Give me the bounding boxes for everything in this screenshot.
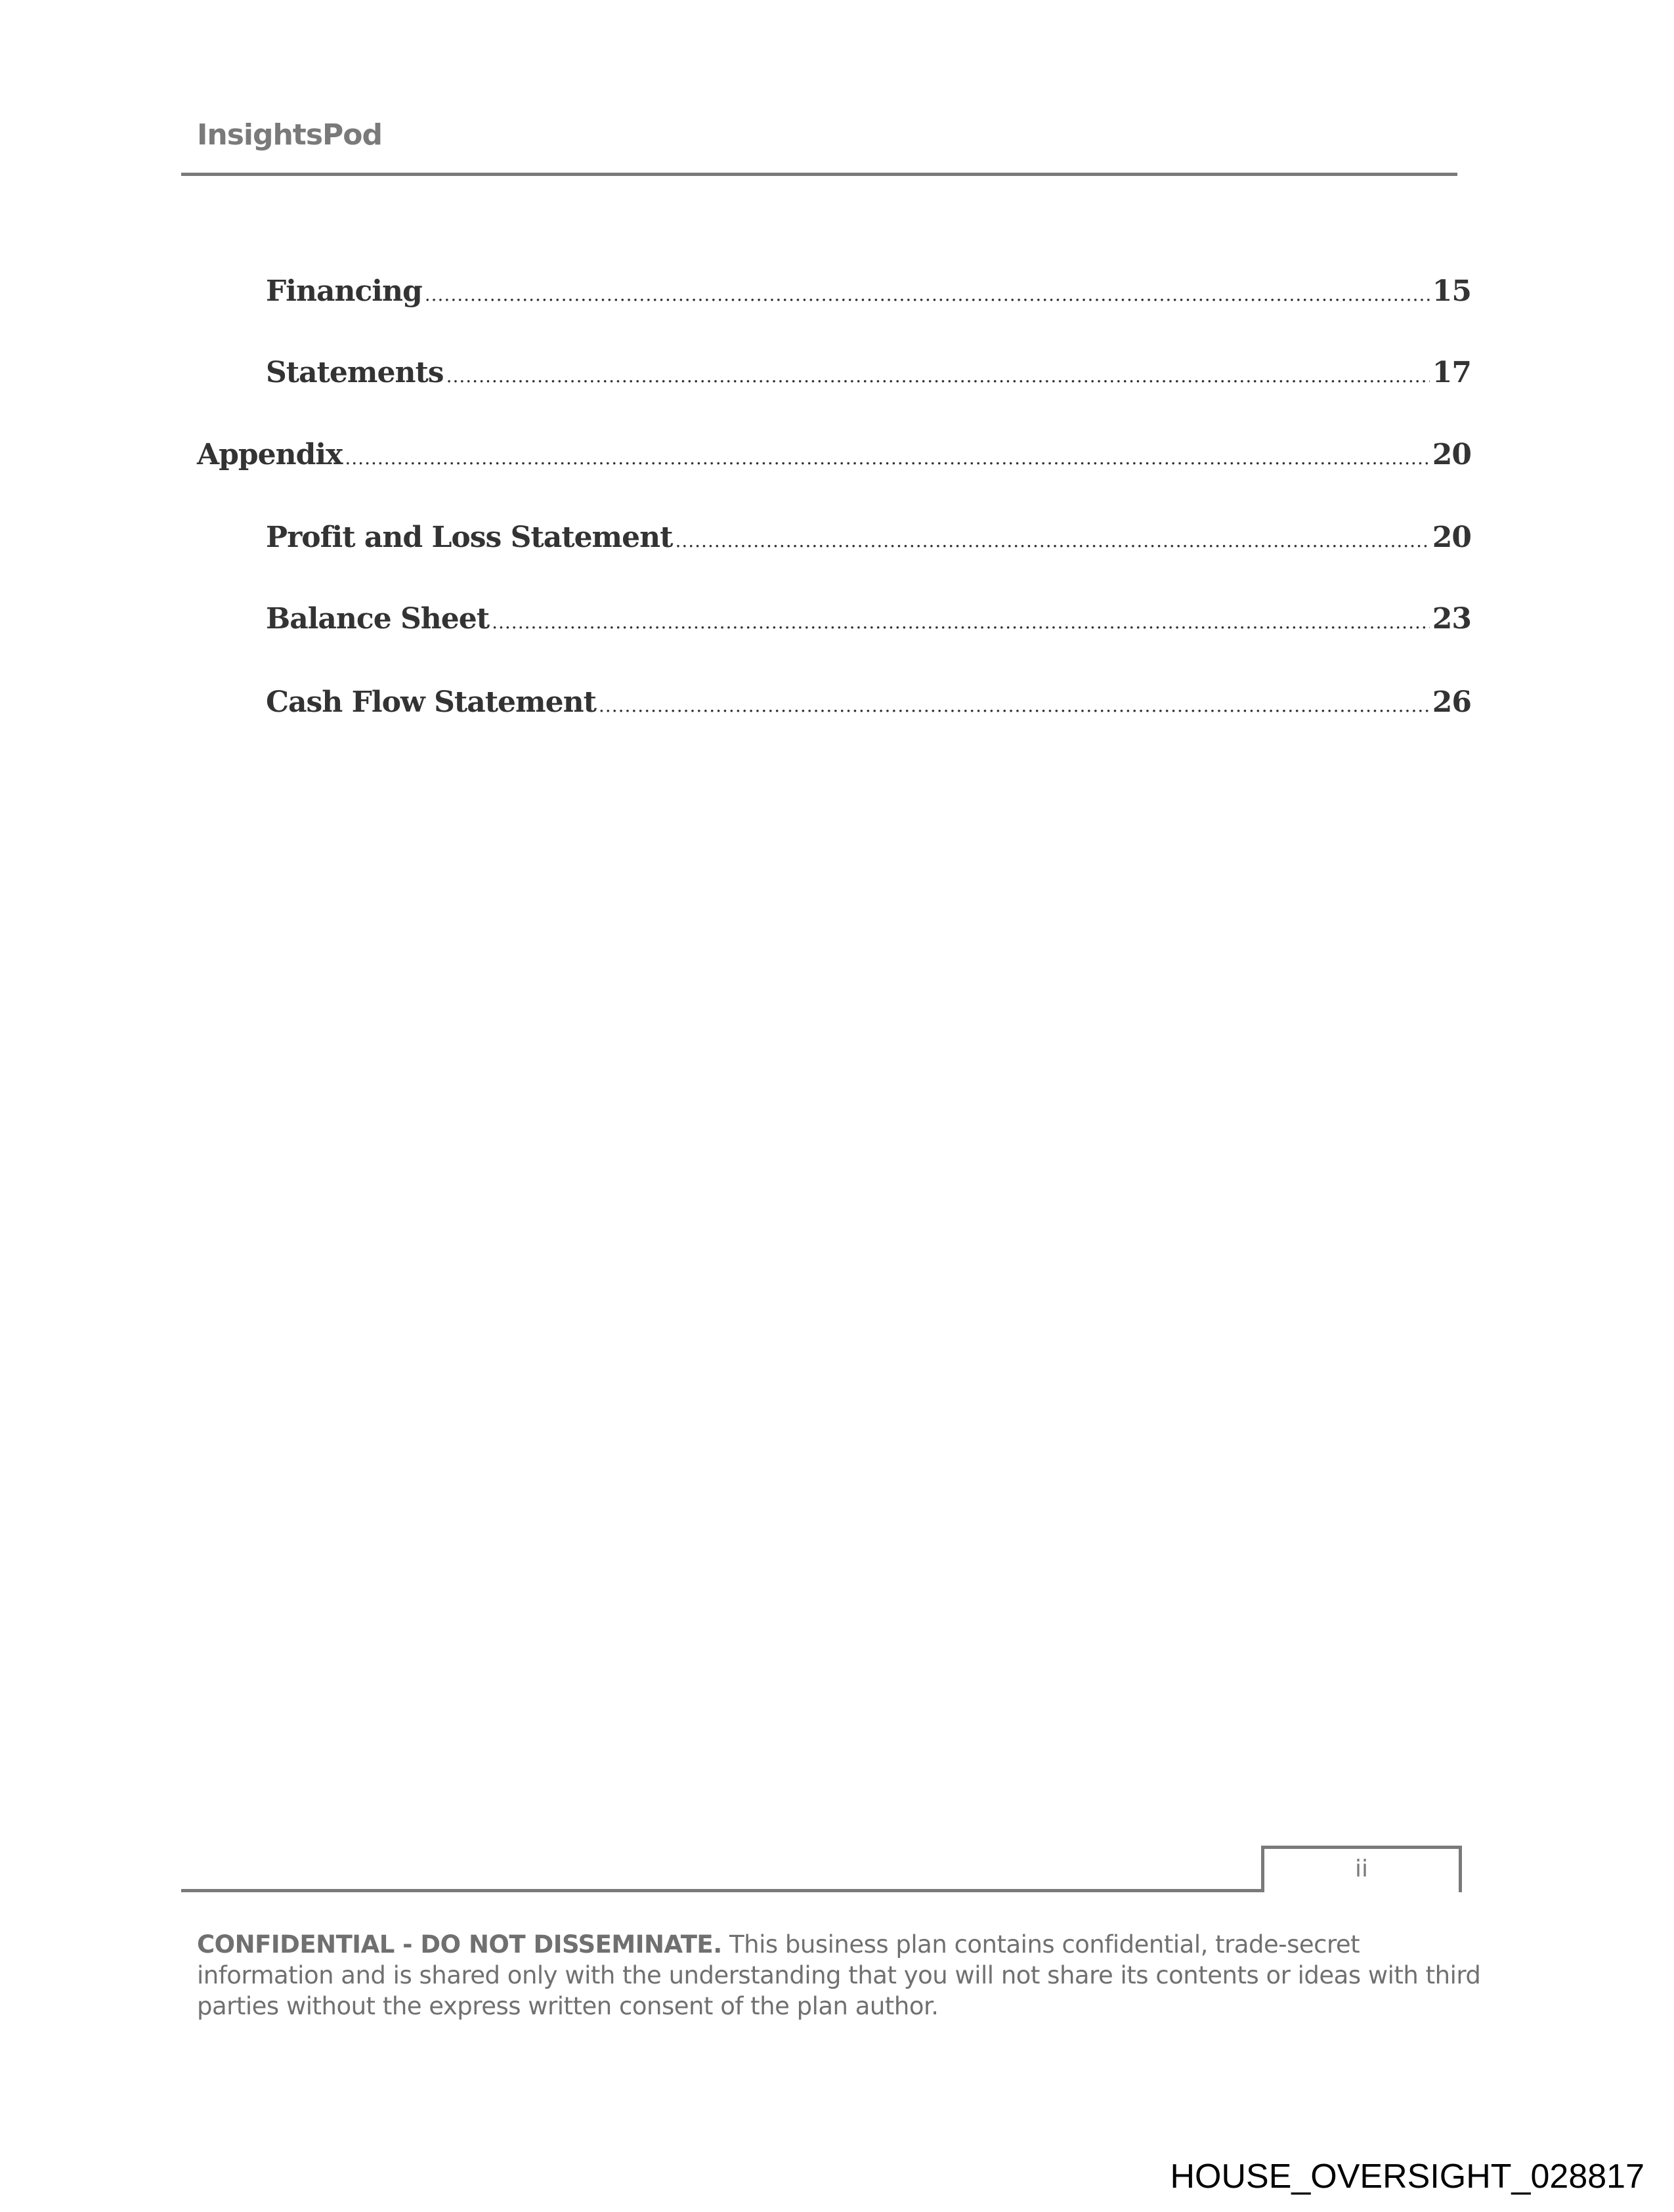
toc-entry-page: 23 [1432,602,1471,636]
toc-entry-page: 20 [1432,521,1471,554]
page-number: ii [1354,1855,1368,1882]
toc-entry-appendix[interactable] [197,438,1471,471]
confidentiality-notice [197,1929,1484,2022]
header-divider [181,173,1457,176]
toc-entry-label: Profit and Loss Statement [266,521,673,554]
dot-leader [675,530,1429,552]
toc-entry-financing[interactable] [266,274,1471,308]
dot-leader [446,365,1430,387]
confidentiality-text: This business plan contains confidential, trade-secret information and is shared only with the understanding that you will not share its contents or ideas with third parties without the express written consent of the plan author. [197,1930,1481,2020]
toc-entry-page: 17 [1432,356,1471,389]
toc-entry-page: 15 [1432,274,1471,308]
dot-leader [599,695,1430,716]
toc-entry-label: Cash Flow Statement [266,685,596,719]
toc-entry-page: 20 [1432,438,1471,471]
dot-leader [345,447,1429,469]
toc-entry-label: Balance Sheet [266,602,490,636]
toc-entry-cash-flow[interactable] [266,685,1471,719]
confidentiality-heading: CONFIDENTIAL - DO NOT DISSEMINATE. [197,1930,722,1959]
toc-entry-page: 26 [1432,685,1471,719]
toc-entry-statements[interactable] [266,356,1471,389]
toc-entry-balance-sheet[interactable] [266,602,1471,636]
toc-entry-label: Financing [266,274,422,308]
toc-entry-label: Statements [266,356,444,389]
footer-divider [181,1889,1264,1892]
toc-entry-label: Appendix [197,438,343,471]
dot-leader [425,284,1430,305]
toc-entry-profit-and-loss[interactable] [266,521,1471,554]
document-header-title: InsightsPod [197,118,382,152]
bates-number: HOUSE_OVERSIGHT_028817 [1170,2158,1644,2196]
page-number-box [1261,1846,1462,1892]
dot-leader [492,611,1430,633]
